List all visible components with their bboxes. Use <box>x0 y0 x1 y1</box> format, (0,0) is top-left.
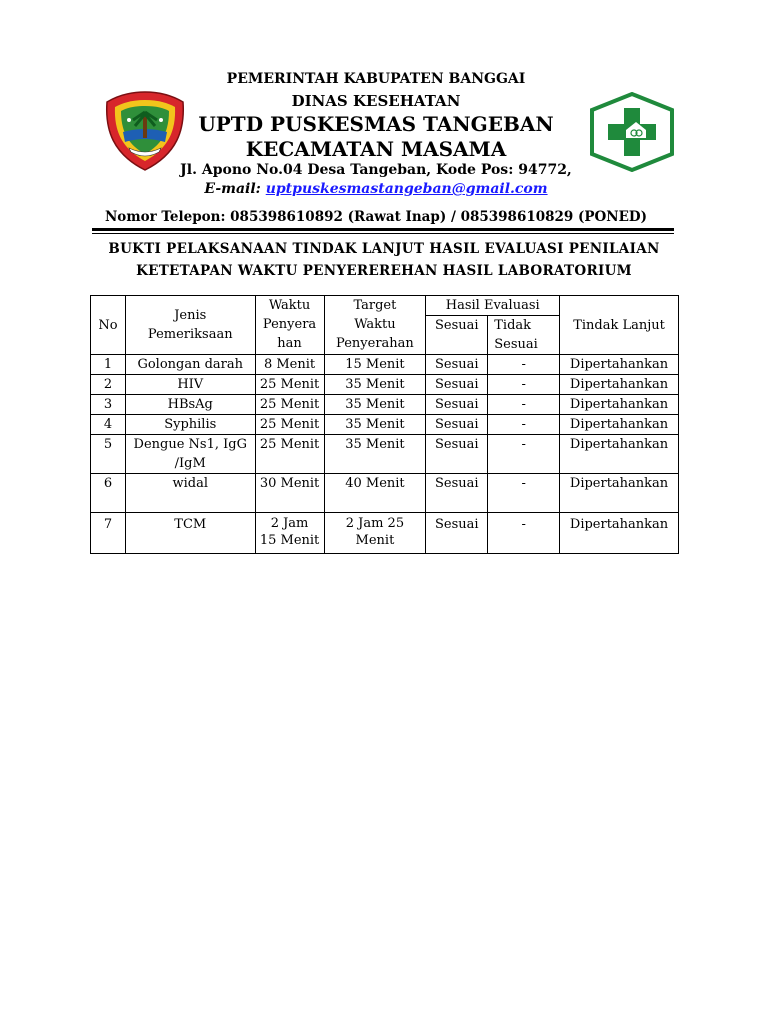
cell-target: 40 Menit <box>324 474 426 513</box>
address: Jl. Apono No.04 Desa Tangeban, Kode Pos: 94772, <box>180 162 572 178</box>
table-row <box>91 474 679 513</box>
cell-sesuai: Sesuai <box>426 355 488 375</box>
cell-target: 15 Menit <box>324 355 426 375</box>
cell-no: 2 <box>91 375 126 395</box>
department-name: DINAS KESEHATAN <box>291 92 461 110</box>
header-tidak-sesuai <box>488 316 560 355</box>
cell-waktu: 30 Menit <box>255 474 324 513</box>
table-header-row <box>91 296 679 316</box>
cell-tindak: Dipertahankan <box>560 375 679 395</box>
cell-target <box>324 513 426 554</box>
cell-waktu: 25 Menit <box>255 435 324 474</box>
table-row <box>91 415 679 435</box>
cell-tindak: Dipertahankan <box>560 355 679 375</box>
header-waktu <box>255 296 324 355</box>
header-tindak-lanjut: Tindak Lanjut <box>560 296 679 355</box>
cell-jenis-line-2: /IgM <box>174 456 206 471</box>
cell-sesuai: Sesuai <box>426 395 488 415</box>
cell-tindak: Dipertahankan <box>560 513 679 554</box>
cell-jenis: Golongan darah <box>125 355 255 375</box>
table-row <box>91 513 679 554</box>
cell-jenis-line-1: Dengue Ns1, IgG <box>133 437 247 452</box>
header-target-line-1: Target <box>353 298 397 313</box>
cell-target: 35 Menit <box>324 375 426 395</box>
header-divider-thin <box>92 233 674 234</box>
cell-target: 35 Menit <box>324 435 426 474</box>
cell-no: 4 <box>91 415 126 435</box>
cell-waktu: 25 Menit <box>255 395 324 415</box>
cell-waktu <box>255 513 324 554</box>
table-row <box>91 435 679 474</box>
cell-tidak: - <box>488 435 560 474</box>
table-row <box>91 395 679 415</box>
header-waktu-line-1: Waktu <box>268 298 311 313</box>
cell-tindak: Dipertahankan <box>560 415 679 435</box>
cell-tindak: Dipertahankan <box>560 474 679 513</box>
cell-tidak: - <box>488 395 560 415</box>
header-hasil-evaluasi: Hasil Evaluasi <box>426 296 560 316</box>
cell-jenis: TCM <box>125 513 255 554</box>
cell-sesuai: Sesuai <box>426 513 488 554</box>
header-jenis-line-2: Pemeriksaan <box>147 327 233 342</box>
email-line <box>0 181 760 197</box>
cell-tidak: - <box>488 415 560 435</box>
table-row <box>91 375 679 395</box>
cell-jenis: Syphilis <box>125 415 255 435</box>
cell-jenis <box>125 435 255 474</box>
header-target <box>324 296 426 355</box>
header-target-line-2: Waktu <box>354 317 396 332</box>
document-title-line-2: KETETAPAN WAKTU PENYEREREHAN HASIL LABORATORIUM <box>136 263 632 279</box>
cell-jenis: widal <box>125 474 255 513</box>
header-no: No <box>91 296 126 355</box>
cell-sesuai: Sesuai <box>426 415 488 435</box>
header-sesuai: Sesuai <box>426 316 488 355</box>
header-jenis-line-1: Jenis <box>174 308 207 323</box>
cell-sesuai: Sesuai <box>426 375 488 395</box>
cell-waktu-line-1: 2 Jam <box>270 516 309 531</box>
cell-tidak: - <box>488 375 560 395</box>
header-tidak-line-2: Sesuai <box>494 337 538 352</box>
cell-no: 5 <box>91 435 126 474</box>
cell-no: 6 <box>91 474 126 513</box>
table-row <box>91 355 679 375</box>
cell-waktu: 25 Menit <box>255 415 324 435</box>
cell-no: 7 <box>91 513 126 554</box>
cell-no: 3 <box>91 395 126 415</box>
cell-target: 35 Menit <box>324 415 426 435</box>
header-waktu-line-3: han <box>277 336 302 351</box>
cell-waktu-line-2: 15 Menit <box>259 533 320 548</box>
cell-tindak: Dipertahankan <box>560 395 679 415</box>
cell-target-line-2: Menit <box>355 533 395 548</box>
header-jenis <box>125 296 255 355</box>
cell-tidak: - <box>488 355 560 375</box>
header-tidak-line-1: Tidak <box>494 318 532 333</box>
cell-jenis: HIV <box>125 375 255 395</box>
email-label: E-mail: <box>204 181 261 197</box>
cell-target: 35 Menit <box>324 395 426 415</box>
cell-tindak: Dipertahankan <box>560 435 679 474</box>
header-target-line-3: Penyerahan <box>336 336 414 351</box>
header-waktu-line-2: Penyera <box>262 317 317 332</box>
district-name: KECAMATAN MASAMA <box>245 137 507 161</box>
cell-jenis: HBsAg <box>125 395 255 415</box>
cell-sesuai: Sesuai <box>426 474 488 513</box>
cell-waktu: 25 Menit <box>255 375 324 395</box>
evaluation-table <box>90 295 679 554</box>
document-title-line-1: BUKTI PELAKSANAAN TINDAK LANJUT HASIL EVALUASI PENILAIAN <box>108 241 660 257</box>
cell-no: 1 <box>91 355 126 375</box>
government-name: PEMERINTAH KABUPATEN BANGGAI <box>226 71 526 87</box>
cell-tidak: - <box>488 513 560 554</box>
cell-tidak: - <box>488 474 560 513</box>
cell-sesuai: Sesuai <box>426 435 488 474</box>
email-link[interactable]: uptpuskesmastangeban@gmail.com <box>265 181 548 197</box>
cell-waktu: 8 Menit <box>255 355 324 375</box>
cell-target-line-1: 2 Jam 25 <box>345 516 405 531</box>
institution-name: UPTD PUSKESMAS TANGEBAN <box>198 112 554 136</box>
phone-line: Nomor Telepon: 085398610892 (Rawat Inap) / 085398610829 (PONED) <box>104 209 648 225</box>
header-divider-thick <box>92 228 674 231</box>
